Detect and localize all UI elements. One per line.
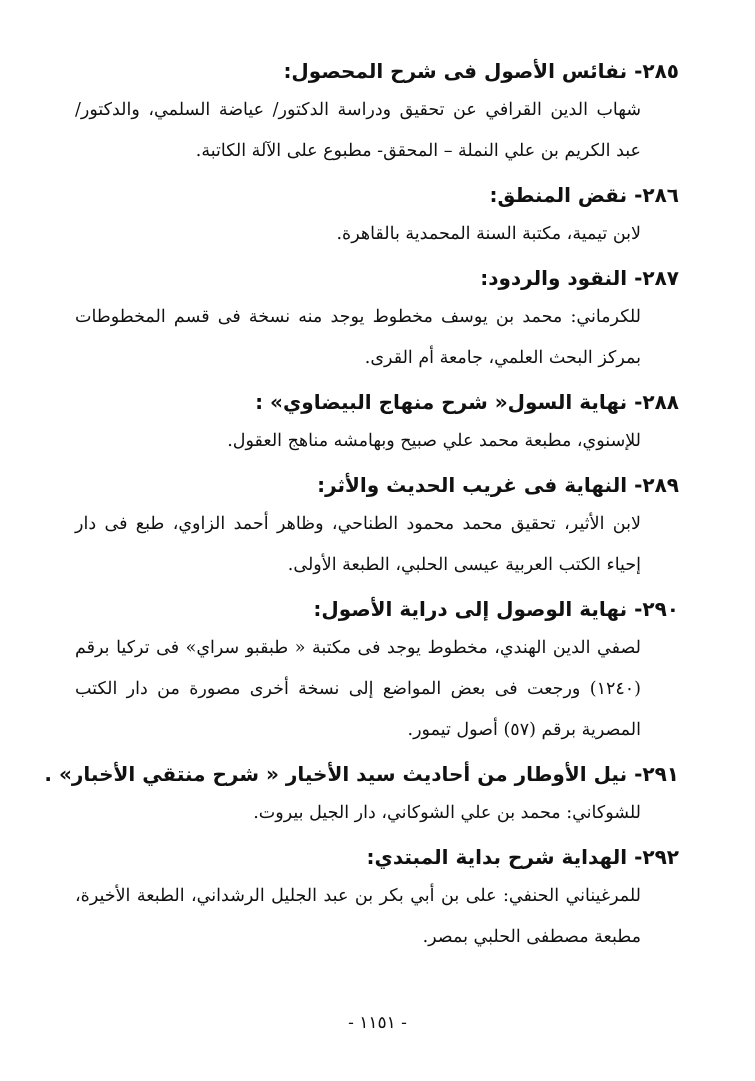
entry-description: للإسنوي، مطبعة محمد علي صبيح وبهامشه مناهج العقول.: [227, 431, 641, 451]
entry-number: ٢٨٩-: [634, 473, 679, 497]
entry-title: نهاية الوصول إلى دراية الأصول:: [313, 597, 628, 621]
entry-description: لصفي الدين الهندي، مخطوط يوجد فى مكتبة « طبقبو سراي» فى تركيا برقم (١٢٤٠) ورجعت فى بعض المواضع إلى نسخة أخرى مصورة من دار الكتب المصرية برقم (٥٧) أصول تيمور.: [75, 638, 641, 740]
bibliography-entry: [75, 52, 679, 172]
bibliography-entry: [75, 838, 679, 958]
entry-heading: [75, 259, 679, 297]
bibliography-entry: [75, 383, 679, 462]
entry-description: للمرغيناني الحنفي: على بن أبي بكر بن عبد الجليل الرشداني، الطبعة الأخيرة، مطبعة مصطفى الحلبي بمصر.: [75, 886, 641, 947]
bibliography-entry: [75, 259, 679, 379]
bibliography-entry: [44, 755, 679, 834]
entry-title: نقض المنطق:: [489, 183, 628, 207]
page-number: - ١١٥١ -: [348, 1013, 407, 1033]
entry-title: نيل الأوطار من أحاديث سيد الأخيار « شرح منتقي الأخبار» .: [44, 762, 628, 786]
entry-title: نهاية السول« شرح منهاج البيضاوي» :: [255, 390, 628, 414]
bibliography-entry: [75, 590, 679, 751]
entry-title: النقود والردود:: [480, 266, 628, 290]
entry-heading: [75, 383, 679, 421]
bibliography-entry: [75, 466, 679, 586]
entry-number: ٢٨٧-: [634, 266, 679, 290]
entry-heading: [44, 755, 679, 793]
entry-heading: [75, 466, 679, 504]
entry-description: لابن تيمية، مكتبة السنة المحمدية بالقاهرة.: [336, 224, 641, 244]
entry-number: ٢٨٥-: [634, 59, 679, 83]
entry-heading: [75, 590, 679, 628]
entry-number: ٢٩٢-: [634, 845, 679, 869]
entry-number: ٢٨٨-: [634, 390, 679, 414]
entry-title: نفائس الأصول فى شرح المحصول:: [283, 59, 628, 83]
bibliography-entry: [75, 176, 679, 255]
entry-title: النهاية فى غريب الحديث والأثر:: [317, 473, 628, 497]
entry-description: شهاب الدين القرافي عن تحقيق ودراسة الدكتور/ عياضة السلمي، والدكتور/ عبد الكريم بن علي النملة – المحقق- مطبوع على الآلة الكاتبة.: [75, 100, 641, 161]
entry-description: لابن الأثير، تحقيق محمد محمود الطناحي، وظاهر أحمد الزاوي، طبع فى دار إحياء الكتب العربية عيسى الحلبي، الطبعة الأولى.: [75, 514, 641, 575]
entry-number: ٢٨٦-: [634, 183, 679, 207]
entry-description: للشوكاني: محمد بن علي الشوكاني، دار الجيل بيروت.: [253, 803, 641, 823]
entry-title: الهداية شرح بداية المبتدي:: [366, 845, 628, 869]
entry-description: للكرماني: محمد بن يوسف مخطوط يوجد منه نسخة فى قسم المخطوطات بمركز البحث العلمي، جامعة أم القرى.: [75, 307, 641, 368]
entry-heading: [75, 176, 679, 214]
bibliography-list: [44, 52, 679, 962]
entry-heading: [75, 838, 679, 876]
entry-number: ٢٩٠-: [634, 597, 679, 621]
entry-number: ٢٩١-: [634, 762, 679, 786]
entry-heading: [75, 52, 679, 90]
